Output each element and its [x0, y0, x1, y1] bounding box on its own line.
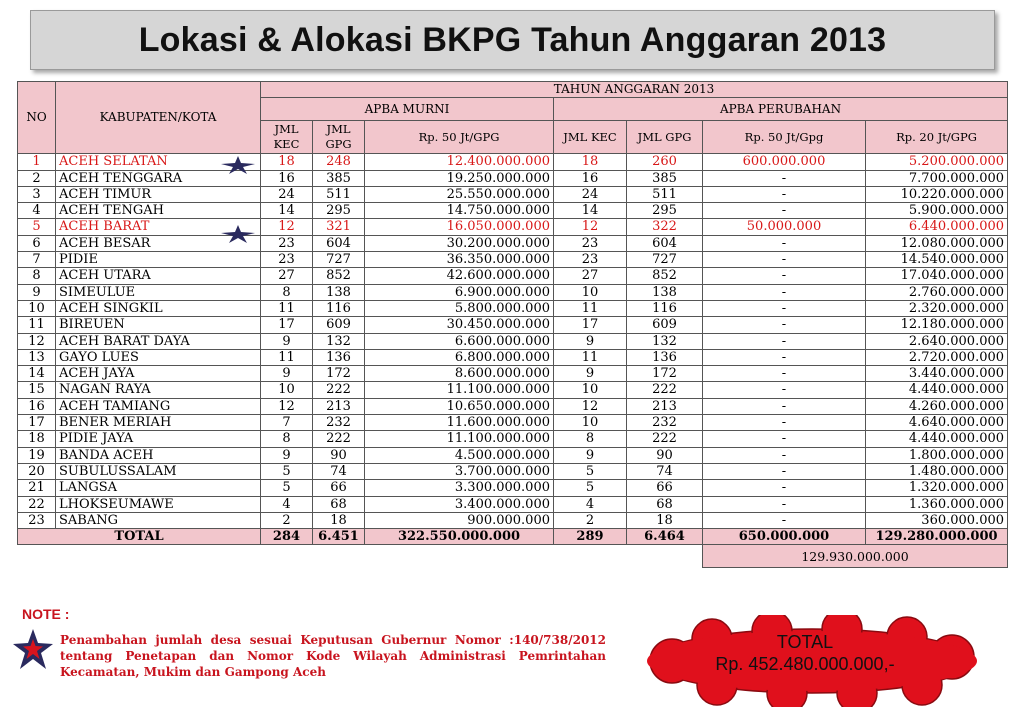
row-no: 4 — [18, 203, 56, 219]
row-gpg2: 136 — [627, 349, 703, 365]
row-gpg2: 74 — [627, 463, 703, 479]
row-kec: 8 — [261, 431, 313, 447]
row-no: 16 — [18, 398, 56, 414]
row-name: ACEH BESAR — [56, 235, 261, 251]
header-kabupaten: KABUPATEN/KOTA — [56, 82, 261, 154]
row-kec: 12 — [261, 398, 313, 414]
table-row — [18, 186, 1008, 202]
row-gpg: 66 — [313, 480, 365, 496]
row-kec2: 11 — [554, 349, 627, 365]
row-gpg2: 385 — [627, 170, 703, 186]
row-rp50: 6.600.000.000 — [365, 333, 554, 349]
table-row — [18, 300, 1008, 316]
row-rp20: 17.040.000.000 — [866, 268, 1008, 284]
row-name: ACEH BARAT DAYA — [56, 333, 261, 349]
row-rp50b: - — [703, 415, 866, 431]
table-row — [18, 480, 1008, 496]
row-kec: 11 — [261, 349, 313, 365]
row-kec2: 12 — [554, 219, 627, 235]
row-rp50b: - — [703, 431, 866, 447]
row-gpg: 321 — [313, 219, 365, 235]
header-no: NO — [18, 82, 56, 154]
row-rp50: 36.350.000.000 — [365, 252, 554, 268]
row-no: 22 — [18, 496, 56, 512]
row-rp20: 5.200.000.000 — [866, 154, 1008, 170]
row-rp50b: - — [703, 300, 866, 316]
row-gpg: 248 — [313, 154, 365, 170]
row-no: 18 — [18, 431, 56, 447]
table-body — [18, 154, 1008, 529]
row-rp50: 900.000.000 — [365, 512, 554, 528]
total-gpg2: 6.464 — [627, 529, 703, 545]
page-title: Lokasi & Alokasi BKPG Tahun Anggaran 2013 — [138, 20, 887, 59]
row-kec2: 9 — [554, 447, 627, 463]
header-jml-gpg-perubahan: JML GPG — [627, 121, 703, 154]
row-gpg2: 18 — [627, 512, 703, 528]
row-rp50: 6.900.000.000 — [365, 284, 554, 300]
row-kec2: 23 — [554, 252, 627, 268]
row-gpg: 136 — [313, 349, 365, 365]
row-name: ACEH SELATAN — [56, 154, 261, 170]
row-kec: 12 — [261, 219, 313, 235]
row-kec2: 14 — [554, 203, 627, 219]
row-name: GAYO LUES — [56, 349, 261, 365]
total-rp20: 129.280.000.000 — [866, 529, 1008, 545]
table-row — [18, 463, 1008, 479]
header-jml-gpg-murni: JML GPG — [313, 121, 365, 154]
row-gpg2: 116 — [627, 300, 703, 316]
row-rp20: 3.440.000.000 — [866, 366, 1008, 382]
row-no: 12 — [18, 333, 56, 349]
row-gpg: 385 — [313, 170, 365, 186]
grand-total-label: TOTAL — [776, 632, 834, 652]
row-kec2: 18 — [554, 154, 627, 170]
row-no: 8 — [18, 268, 56, 284]
row-gpg2: 213 — [627, 398, 703, 414]
row-gpg: 18 — [313, 512, 365, 528]
row-gpg2: 132 — [627, 333, 703, 349]
table-row — [18, 447, 1008, 463]
row-kec2: 2 — [554, 512, 627, 528]
row-kec2: 16 — [554, 170, 627, 186]
row-rp50b: - — [703, 496, 866, 512]
note-text: Penambahan jumlah desa sesuai Keputusan Gubernur Nomor :140/738/2012 tentang Penetapan dan Nomor Kode Wilayah Administrasi Pemrintahan Kecamatan, Mukim dan Gampong Aceh — [60, 633, 606, 679]
note-title: NOTE : — [22, 606, 70, 622]
row-rp50b: 600.000.000 — [703, 154, 866, 170]
row-kec2: 23 — [554, 235, 627, 251]
row-kec2: 10 — [554, 284, 627, 300]
row-kec: 11 — [261, 300, 313, 316]
row-rp50b: - — [703, 235, 866, 251]
row-rp50: 5.800.000.000 — [365, 300, 554, 316]
row-name: LANGSA — [56, 480, 261, 496]
header-jml-kec-perubahan: JML KEC — [554, 121, 627, 154]
row-rp50b: - — [703, 317, 866, 333]
row-name: LHOKSEUMAWE — [56, 496, 261, 512]
row-no: 9 — [18, 284, 56, 300]
star-icon — [12, 628, 54, 670]
row-name: ACEH BARAT — [56, 219, 261, 235]
total-gpg: 6.451 — [313, 529, 365, 545]
row-gpg2: 322 — [627, 219, 703, 235]
row-name: ACEH TIMUR — [56, 186, 261, 202]
total-rp50b: 650.000.000 — [703, 529, 866, 545]
row-rp50b: - — [703, 382, 866, 398]
row-rp20: 6.440.000.000 — [866, 219, 1008, 235]
row-rp50: 3.700.000.000 — [365, 463, 554, 479]
table-row — [18, 235, 1008, 251]
header-rp20-perubahan: Rp. 20 Jt/GPG — [866, 121, 1008, 154]
row-rp50: 11.100.000.000 — [365, 382, 554, 398]
header-apba-perubahan: APBA PERUBAHAN — [554, 98, 1008, 121]
row-rp50: 3.300.000.000 — [365, 480, 554, 496]
row-rp50b: - — [703, 398, 866, 414]
row-rp50: 6.800.000.000 — [365, 349, 554, 365]
table-row — [18, 154, 1008, 170]
total-kec: 284 — [261, 529, 313, 545]
header-tahun-anggaran: TAHUN ANGGARAN 2013 — [261, 82, 1008, 98]
star-icon — [221, 156, 255, 174]
row-name: NAGAN RAYA — [56, 382, 261, 398]
row-name: SABANG — [56, 512, 261, 528]
row-gpg: 511 — [313, 186, 365, 202]
table-row — [18, 219, 1008, 235]
row-gpg2: 68 — [627, 496, 703, 512]
row-gpg2: 604 — [627, 235, 703, 251]
row-gpg2: 852 — [627, 268, 703, 284]
row-gpg: 295 — [313, 203, 365, 219]
row-gpg: 727 — [313, 252, 365, 268]
row-gpg2: 90 — [627, 447, 703, 463]
row-name: PIDIE JAYA — [56, 431, 261, 447]
row-kec: 17 — [261, 317, 313, 333]
row-rp50b: - — [703, 349, 866, 365]
row-kec: 9 — [261, 447, 313, 463]
row-name: ACEH TAMIANG — [56, 398, 261, 414]
row-rp20: 12.080.000.000 — [866, 235, 1008, 251]
row-gpg2: 138 — [627, 284, 703, 300]
row-no: 11 — [18, 317, 56, 333]
row-no: 14 — [18, 366, 56, 382]
row-gpg2: 727 — [627, 252, 703, 268]
table-row — [18, 268, 1008, 284]
row-rp50: 16.050.000.000 — [365, 219, 554, 235]
row-name: BENER MERIAH — [56, 415, 261, 431]
row-name: ACEH UTARA — [56, 268, 261, 284]
row-gpg2: 609 — [627, 317, 703, 333]
row-rp20: 2.320.000.000 — [866, 300, 1008, 316]
row-kec2: 4 — [554, 496, 627, 512]
table-row — [18, 252, 1008, 268]
row-kec: 5 — [261, 463, 313, 479]
row-rp50: 11.600.000.000 — [365, 415, 554, 431]
row-name: ACEH TENGAH — [56, 203, 261, 219]
row-no: 2 — [18, 170, 56, 186]
row-kec: 14 — [261, 203, 313, 219]
row-name: ACEH JAYA — [56, 366, 261, 382]
row-rp50b: - — [703, 170, 866, 186]
header-rp50-perubahan: Rp. 50 Jt/Gpg — [703, 121, 866, 154]
row-rp20: 1.480.000.000 — [866, 463, 1008, 479]
row-no: 6 — [18, 235, 56, 251]
row-kec: 7 — [261, 415, 313, 431]
row-no: 7 — [18, 252, 56, 268]
row-rp50: 3.400.000.000 — [365, 496, 554, 512]
row-name: PIDIE — [56, 252, 261, 268]
row-kec: 23 — [261, 252, 313, 268]
row-gpg: 213 — [313, 398, 365, 414]
row-rp50: 4.500.000.000 — [365, 447, 554, 463]
row-kec: 18 — [261, 154, 313, 170]
row-gpg: 138 — [313, 284, 365, 300]
title-box — [30, 10, 995, 70]
row-kec: 24 — [261, 186, 313, 202]
row-kec2: 10 — [554, 382, 627, 398]
table-row — [18, 366, 1008, 382]
row-kec: 10 — [261, 382, 313, 398]
row-kec: 2 — [261, 512, 313, 528]
row-no: 10 — [18, 300, 56, 316]
row-kec: 27 — [261, 268, 313, 284]
row-rp50: 25.550.000.000 — [365, 186, 554, 202]
table-row — [18, 349, 1008, 365]
row-rp50b: - — [703, 252, 866, 268]
row-rp50b: 50.000.000 — [703, 219, 866, 235]
row-no: 1 — [18, 154, 56, 170]
row-rp20: 4.440.000.000 — [866, 382, 1008, 398]
row-gpg: 222 — [313, 431, 365, 447]
row-no: 13 — [18, 349, 56, 365]
table-row — [18, 284, 1008, 300]
table-row — [18, 382, 1008, 398]
row-rp50: 11.100.000.000 — [365, 431, 554, 447]
row-name: BANDA ACEH — [56, 447, 261, 463]
row-kec2: 27 — [554, 268, 627, 284]
row-rp50b: - — [703, 333, 866, 349]
row-rp20: 2.760.000.000 — [866, 284, 1008, 300]
row-rp20: 2.640.000.000 — [866, 333, 1008, 349]
row-rp50b: - — [703, 186, 866, 202]
row-rp50b: - — [703, 268, 866, 284]
row-rp20: 7.700.000.000 — [866, 170, 1008, 186]
row-rp50: 30.200.000.000 — [365, 235, 554, 251]
row-no: 20 — [18, 463, 56, 479]
header-apba-murni: APBA MURNI — [261, 98, 554, 121]
row-rp50b: - — [703, 284, 866, 300]
row-gpg2: 232 — [627, 415, 703, 431]
row-kec: 9 — [261, 333, 313, 349]
row-gpg2: 511 — [627, 186, 703, 202]
grand-total-value: Rp. 452.480.000.000,- — [715, 654, 895, 674]
row-kec2: 10 — [554, 415, 627, 431]
table-row — [18, 203, 1008, 219]
row-kec: 16 — [261, 170, 313, 186]
row-kec2: 9 — [554, 366, 627, 382]
row-kec2: 11 — [554, 300, 627, 316]
row-rp50b: - — [703, 463, 866, 479]
row-name: ACEH TENGGARA — [56, 170, 261, 186]
row-name: BIREUEN — [56, 317, 261, 333]
header-jml-kec-murni: JML KEC — [261, 121, 313, 154]
row-gpg: 232 — [313, 415, 365, 431]
row-rp20: 4.260.000.000 — [866, 398, 1008, 414]
total-row — [18, 529, 1008, 545]
row-rp20: 14.540.000.000 — [866, 252, 1008, 268]
row-rp20: 360.000.000 — [866, 512, 1008, 528]
row-kec2: 24 — [554, 186, 627, 202]
row-rp50: 10.650.000.000 — [365, 398, 554, 414]
row-no: 15 — [18, 382, 56, 398]
row-no: 17 — [18, 415, 56, 431]
row-kec2: 9 — [554, 333, 627, 349]
row-gpg: 609 — [313, 317, 365, 333]
row-rp50: 12.400.000.000 — [365, 154, 554, 170]
row-rp20: 10.220.000.000 — [866, 186, 1008, 202]
row-no: 21 — [18, 480, 56, 496]
table-row — [18, 512, 1008, 528]
row-kec2: 5 — [554, 480, 627, 496]
table-row — [18, 317, 1008, 333]
row-gpg: 604 — [313, 235, 365, 251]
row-no: 19 — [18, 447, 56, 463]
row-kec: 5 — [261, 480, 313, 496]
row-kec: 23 — [261, 235, 313, 251]
row-name: SUBULUSSALAM — [56, 463, 261, 479]
table-row — [18, 431, 1008, 447]
grand-total — [660, 631, 950, 675]
row-gpg2: 172 — [627, 366, 703, 382]
row-kec2: 12 — [554, 398, 627, 414]
total-label: TOTAL — [18, 529, 261, 545]
row-gpg: 222 — [313, 382, 365, 398]
row-gpg2: 260 — [627, 154, 703, 170]
row-gpg: 132 — [313, 333, 365, 349]
total-kec2: 289 — [554, 529, 627, 545]
row-name: ACEH SINGKIL — [56, 300, 261, 316]
star-icon — [221, 225, 255, 243]
table-row — [18, 333, 1008, 349]
row-gpg: 852 — [313, 268, 365, 284]
row-rp50b: - — [703, 480, 866, 496]
row-rp50: 30.450.000.000 — [365, 317, 554, 333]
row-gpg2: 66 — [627, 480, 703, 496]
row-rp20: 4.640.000.000 — [866, 415, 1008, 431]
table-row — [18, 170, 1008, 186]
table-row — [18, 398, 1008, 414]
row-rp20: 1.360.000.000 — [866, 496, 1008, 512]
row-rp50: 8.600.000.000 — [365, 366, 554, 382]
row-rp50: 19.250.000.000 — [365, 170, 554, 186]
perubahan-sum: 129.930.000.000 — [703, 545, 1008, 568]
row-kec2: 5 — [554, 463, 627, 479]
row-kec: 9 — [261, 366, 313, 382]
row-gpg: 116 — [313, 300, 365, 316]
row-rp50b: - — [703, 366, 866, 382]
row-gpg2: 222 — [627, 382, 703, 398]
row-rp20: 1.800.000.000 — [866, 447, 1008, 463]
row-gpg: 68 — [313, 496, 365, 512]
row-kec: 8 — [261, 284, 313, 300]
row-rp20: 2.720.000.000 — [866, 349, 1008, 365]
row-no: 5 — [18, 219, 56, 235]
row-rp20: 12.180.000.000 — [866, 317, 1008, 333]
perubahan-sum-row — [18, 545, 1008, 568]
table-row — [18, 496, 1008, 512]
row-gpg2: 295 — [627, 203, 703, 219]
row-rp20: 5.900.000.000 — [866, 203, 1008, 219]
total-rp50: 322.550.000.000 — [365, 529, 554, 545]
header-rp50-murni: Rp. 50 Jt/GPG — [365, 121, 554, 154]
row-rp50b: - — [703, 203, 866, 219]
row-rp50b: - — [703, 512, 866, 528]
row-name: SIMEULUE — [56, 284, 261, 300]
row-gpg: 172 — [313, 366, 365, 382]
row-kec2: 8 — [554, 431, 627, 447]
row-gpg: 90 — [313, 447, 365, 463]
table-row — [18, 415, 1008, 431]
row-rp50: 14.750.000.000 — [365, 203, 554, 219]
row-rp20: 4.440.000.000 — [866, 431, 1008, 447]
row-no: 3 — [18, 186, 56, 202]
allocation-table — [17, 81, 1008, 568]
row-kec: 4 — [261, 496, 313, 512]
row-no: 23 — [18, 512, 56, 528]
row-gpg2: 222 — [627, 431, 703, 447]
row-rp20: 1.320.000.000 — [866, 480, 1008, 496]
row-rp50: 42.600.000.000 — [365, 268, 554, 284]
row-rp50b: - — [703, 447, 866, 463]
row-gpg: 74 — [313, 463, 365, 479]
row-kec2: 17 — [554, 317, 627, 333]
